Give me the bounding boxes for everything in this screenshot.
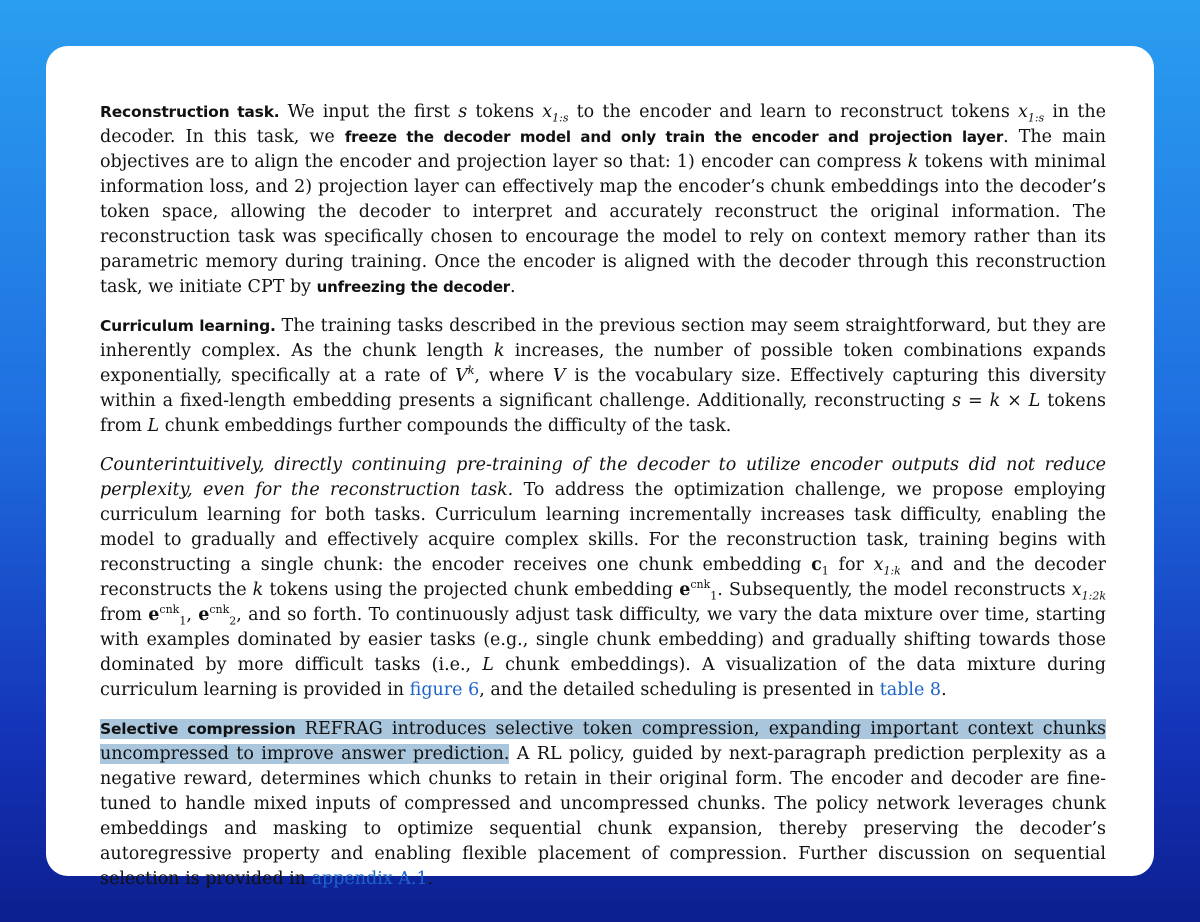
math-subscript: 1:s — [552, 111, 569, 125]
math-x1k — [873, 555, 901, 578]
text: To address the optimization challenge, we propose employing curriculum learning for both tasks. Curriculum learning incrementally increases task difficulty, enabling the model to gradually and effectively acquire complex skills. For the reconstruction task, training begins with reconstructing a single chunk: the encoder receives one chunk embedding — [100, 480, 1106, 575]
math-s: s — [458, 102, 468, 122]
math-superscript: cnk — [159, 603, 180, 617]
heading-reconstruction-task: Reconstruction task. — [100, 103, 280, 121]
math-superscript: cnk — [209, 603, 230, 617]
math-x: x — [1071, 580, 1082, 600]
text: , and so forth. To continuously adjust task difficulty, we vary the data mixture over time, starting with examples dominated by easier tasks (e.g., single chunk embedding) and gradually shifting towards those dominated by more difficult tasks (i.e., — [100, 605, 1106, 675]
text: . — [510, 277, 516, 297]
text: for — [828, 555, 874, 575]
text: We input the first — [279, 102, 459, 122]
paragraph-counterintuitively — [100, 453, 1106, 703]
math-V: V — [552, 366, 566, 386]
math-c1 — [811, 555, 829, 578]
math-x1s — [542, 102, 569, 125]
text: in the decoder. In this task, we — [100, 102, 1106, 147]
math-c: c — [811, 555, 822, 575]
text: from — [100, 605, 149, 625]
math-V: V — [455, 366, 468, 386]
math-k: k — [907, 152, 919, 172]
text: is the vocabulary size. Effectively capturing this diversity within a fixed-length embedding presents a significant challenge. Additionally, reconstructing — [100, 366, 1106, 411]
text: . — [941, 680, 947, 700]
math-superscript: cnk — [690, 578, 711, 592]
bold-freeze-decoder: freeze the decoder model and only train the encoder and projection layer — [344, 128, 1004, 146]
text: tokens — [467, 102, 543, 122]
paragraph-selective-compression — [100, 717, 1106, 892]
text: A RL policy, guided by next-paragraph prediction perplexity as a negative reward, determines which chunks to retain in their original form. The encoder and decoder are fine-tuned to handle mixed inputs of compressed and uncompressed chunks. The policy network leverages chunk embeddings and masking to optimize sequential chunk expansion, thereby preserving the decoder’s autoregressive property and enabling flexible placement of compression. Further discussion on sequential selection is provided in — [100, 744, 1107, 889]
paper-excerpt-card — [46, 46, 1154, 889]
highlighted-text: REFRAG introduces selective token compression, expanding important context chunks uncompressed to improve answer prediction. — [100, 719, 1106, 764]
math-e: e — [198, 605, 210, 625]
paragraph-reconstruction-task — [100, 100, 1106, 300]
text: . — [427, 869, 434, 889]
text: increases, the number of possible token combinations expands exponentially, specifically at a rate of — [100, 341, 1107, 386]
math-x1s-2 — [1017, 102, 1045, 125]
math-subscript: 1:2k — [1081, 589, 1106, 603]
math-v-pow-k — [455, 366, 474, 386]
math-subscript: 1 — [710, 589, 718, 603]
math-subscript: 2 — [229, 614, 237, 628]
text: . Subsequently, the model reconstructs — [717, 580, 1072, 600]
math-superscript: k — [467, 364, 475, 378]
math-e1-cnk — [679, 578, 718, 603]
math-e: e — [679, 580, 691, 600]
italic-statement: Counterintuitively, directly continuing pre-training of the decoder to utilize encoder outputs did not reduce perplexity, even for the reconstruction task. — [100, 455, 1106, 500]
text: chunk embeddings further compounds the difficulty of the task. — [159, 416, 732, 436]
text: . The main objectives are to align the encoder and projection layer so that: 1) encoder can compress — [100, 127, 1106, 172]
math-e1-e2-cnk — [148, 603, 237, 628]
math-k: k — [493, 341, 505, 361]
math-comma: , — [186, 605, 199, 625]
text: , where — [474, 366, 553, 386]
text: , and the detailed scheduling is presented in — [479, 680, 880, 700]
math-subscript: 1:k — [883, 564, 901, 578]
math-subscript: 1:s — [1027, 111, 1045, 125]
text: tokens using the projected chunk embedding — [263, 580, 680, 600]
heading-curriculum-learning: Curriculum learning. — [100, 317, 276, 335]
math-x: x — [873, 555, 884, 575]
math-subscript: 1 — [821, 564, 829, 578]
text: tokens from — [100, 391, 1107, 436]
heading-selective-compression: Selective compression — [100, 720, 296, 738]
link-figure-6[interactable]: figure 6 — [409, 680, 480, 700]
link-appendix-a1[interactable]: appendix A.1 — [311, 869, 428, 889]
math-L: L — [482, 655, 494, 675]
math-x: x — [1017, 102, 1028, 122]
text: The training tasks described in the previous section may seem straightforward, but they are inherently complex. As the chunk length — [100, 316, 1106, 361]
link-table-8[interactable]: table 8 — [879, 680, 942, 700]
bold-unfreezing-decoder: unfreezing the decoder — [316, 278, 511, 296]
math-s-equals-k-times-L: s = k × L — [952, 391, 1041, 411]
paragraph-curriculum-learning — [100, 314, 1106, 439]
math-e: e — [148, 605, 160, 625]
math-k: k — [252, 580, 264, 600]
text: to the encoder and learn to reconstruct tokens — [568, 102, 1018, 122]
text: and and the decoder reconstructs the — [100, 555, 1106, 600]
math-subscript: 1 — [179, 614, 187, 628]
math-x12k — [1071, 580, 1106, 603]
text: tokens with minimal information loss, and 2) projection layer can effectively map the encoder’s chunk embeddings into the decoder’s token space, allowing the decoder to interpret and accurately reconstruct the original information. The reconstruction task was specifically chosen to encourage the model to rely on context memory rather than its parametric memory during training. Once the encoder is aligned with the decoder through this reconstruction task, we initiate CPT by — [100, 152, 1106, 297]
math-x: x — [542, 102, 553, 122]
math-L: L — [147, 416, 160, 436]
text: chunk embeddings). A visualization of the data mixture during curriculum learning is provided in — [100, 655, 1106, 700]
